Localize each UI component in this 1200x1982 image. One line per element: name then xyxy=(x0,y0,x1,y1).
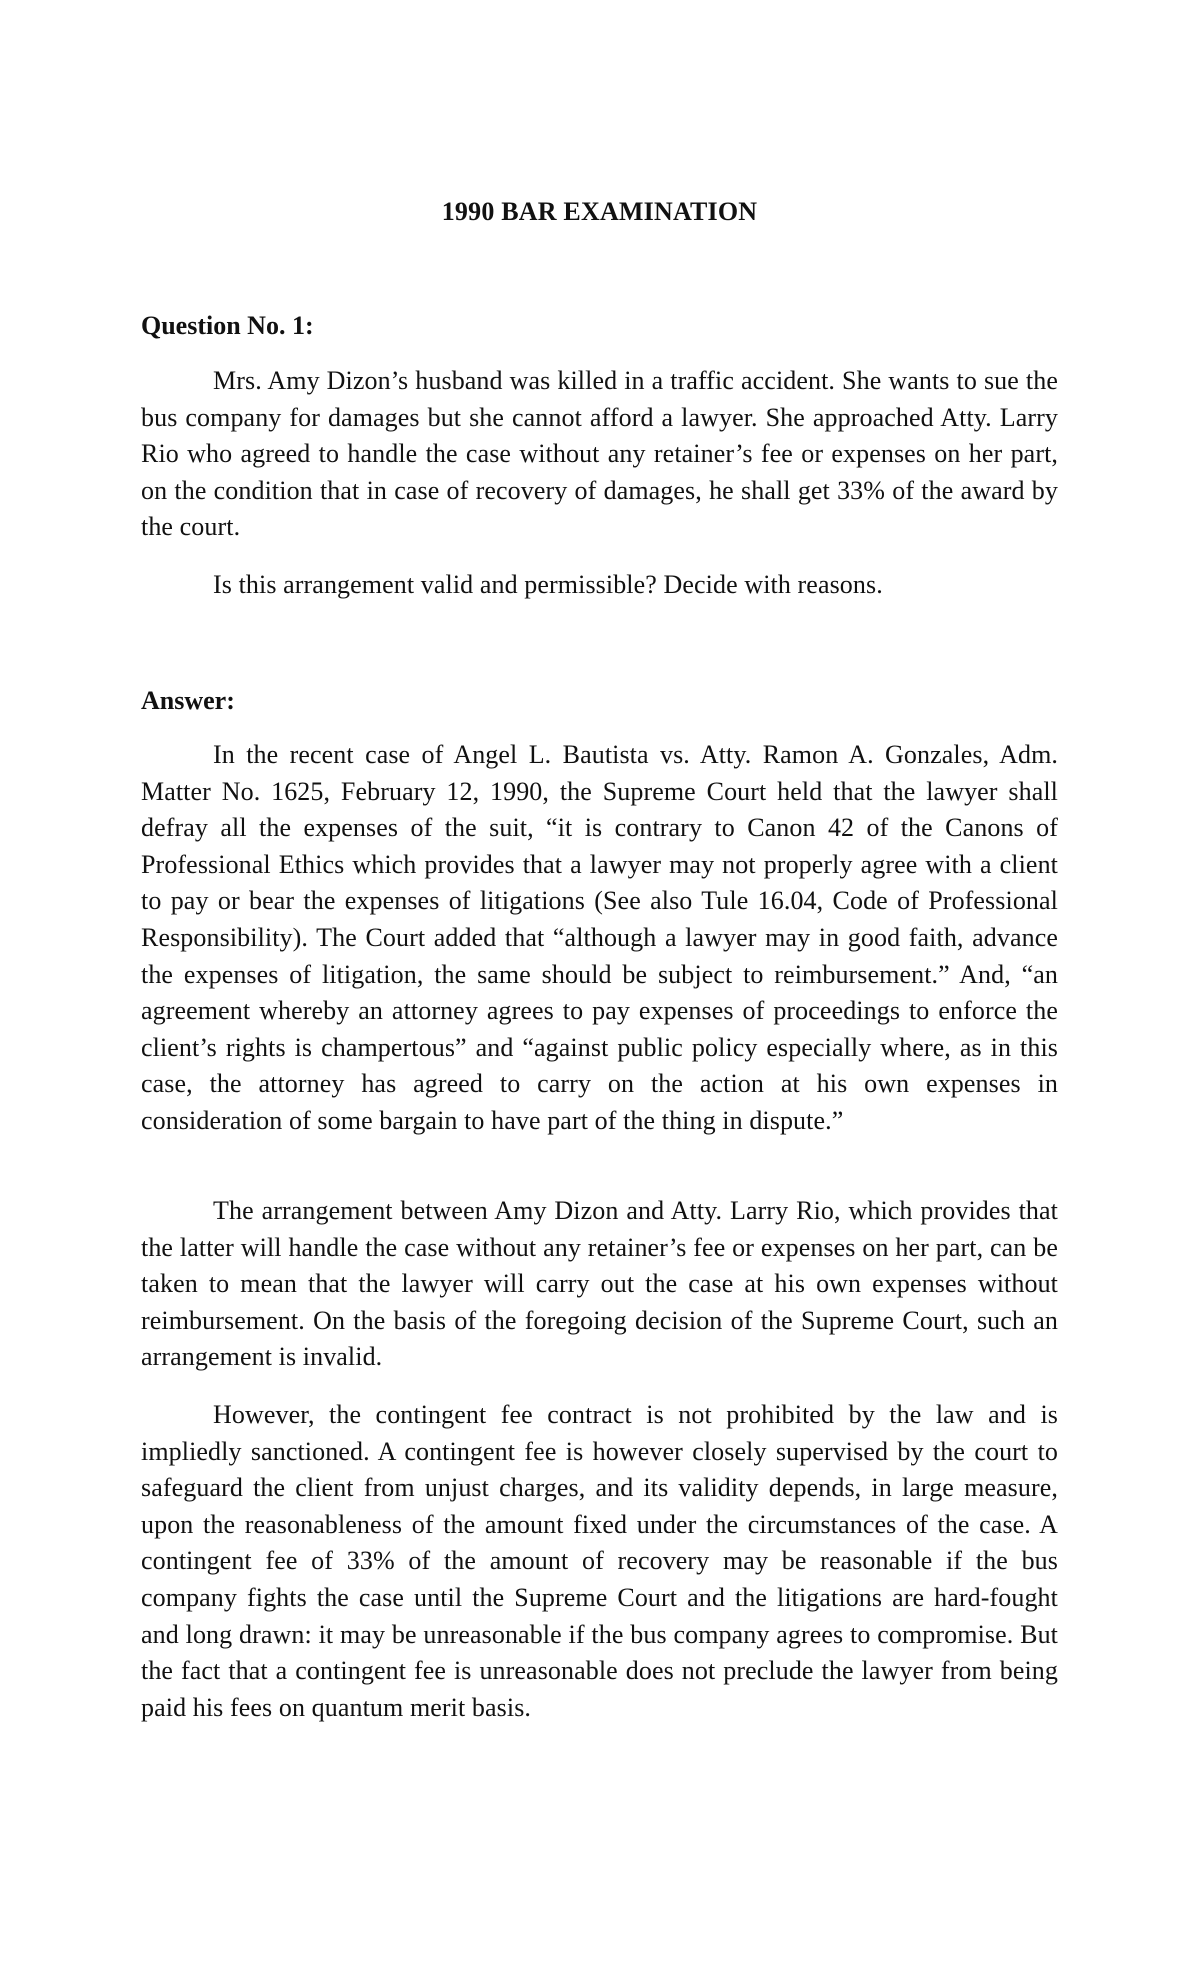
question-heading: Question No. 1: xyxy=(141,311,314,340)
answer-heading: Answer: xyxy=(141,686,235,715)
question-prompt: Is this arrangement valid and permissible? Decide with reasons. xyxy=(213,570,883,599)
document-title: 1990 BAR EXAMINATION xyxy=(441,197,758,226)
answer-paragraph: However, the contingent fee contract is not prohibited by the law and is impliedly sanctioned. A contingent fee is however closely supervised by the court to safeguard the client from unjust charges, and its validity depends, in large measure, upon the reasonableness of the amount fixed under the circumstances of the case. A contingent fee of 33% of the amount of recovery may be reasonable if the bus company fights the case until the Supreme Court and the litigations are hard-fought and long drawn: it may be unreasonable if the bus company agrees to compromise. But the fact that a contingent fee is unreasonable does not preclude the lawyer from being paid his fees on quantum merit basis. xyxy=(141,1400,1058,1722)
question-paragraph: Mrs. Amy Dizon’s husband was killed in a traffic accident. She wants to sue the bus company for damages but she cannot afford a lawyer. She approached Atty. Larry Rio who agreed to handle the case without any retainer’s fee or expenses on her part, on the condition that in case of recovery of damages, he shall get 33% of the award by the court. xyxy=(141,366,1058,542)
answer-paragraph: In the recent case of Angel L. Bautista vs. Atty. Ramon A. Gonzales, Adm. Matter No. 1625, February 12, 1990, the Supreme Court held that the lawyer shall defray all the expenses of the suit, “it is contrary to Canon 42 of the Canons of Professional Ethics which provides that a lawyer may not properly agree with a client to pay or bear the expenses of litigations (See also Tule 16.04, Code of Professional Responsibility). The Court added that “although a lawyer may in good faith, advance the expenses of litigation, the same should be subject to reimbursement.” And, “an agreement whereby an attorney agrees to pay expenses of proceedings to enforce the client’s rights is champertous” and “against public policy especially where, as in this case, the attorney has agreed to carry on the action at his own expenses in consideration of some bargain to have part of the thing in dispute.” xyxy=(141,740,1058,1135)
answer-paragraph: The arrangement between Amy Dizon and Atty. Larry Rio, which provides that the latter will handle the case without any retainer’s fee or expenses on her part, can be taken to mean that the lawyer will carry out the case at his own expenses without reimbursement. On the basis of the foregoing decision of the Supreme Court, such an arrangement is invalid. xyxy=(141,1196,1058,1372)
